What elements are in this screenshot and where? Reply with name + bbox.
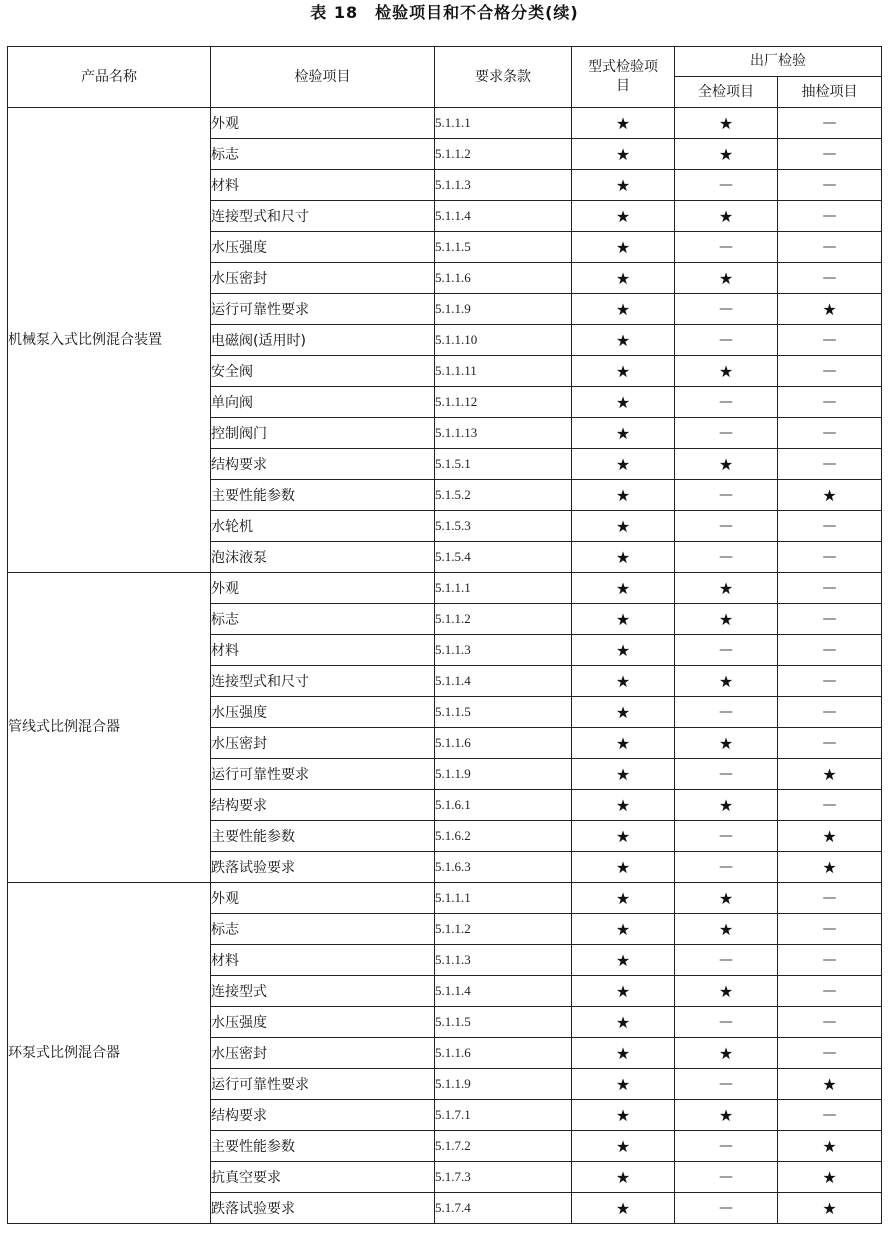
inspection-item-cell: 连接型式和尺寸 bbox=[211, 666, 435, 697]
full-inspection-mark: — bbox=[675, 945, 778, 976]
clause-cell: 5.1.7.2 bbox=[435, 1131, 572, 1162]
sample-inspection-mark: — bbox=[778, 666, 882, 697]
clause-cell: 5.1.5.3 bbox=[435, 511, 572, 542]
clause-cell: 5.1.1.6 bbox=[435, 1038, 572, 1069]
full-inspection-mark: ★ bbox=[675, 1038, 778, 1069]
header-sample: 抽检项目 bbox=[778, 77, 882, 108]
type-test-mark: ★ bbox=[572, 945, 675, 976]
clause-cell: 5.1.1.3 bbox=[435, 170, 572, 201]
sample-inspection-mark: — bbox=[778, 1100, 882, 1131]
sample-inspection-mark: ★ bbox=[778, 759, 882, 790]
clause-cell: 5.1.1.12 bbox=[435, 387, 572, 418]
sample-inspection-mark: — bbox=[778, 108, 882, 139]
inspection-item-cell: 标志 bbox=[211, 139, 435, 170]
sample-inspection-mark: — bbox=[778, 1038, 882, 1069]
inspection-item-cell: 结构要求 bbox=[211, 1100, 435, 1131]
type-test-mark: ★ bbox=[572, 1162, 675, 1193]
clause-cell: 5.1.1.6 bbox=[435, 728, 572, 759]
clause-cell: 5.1.1.9 bbox=[435, 1069, 572, 1100]
clause-cell: 5.1.6.3 bbox=[435, 852, 572, 883]
inspection-item-cell: 运行可靠性要求 bbox=[211, 294, 435, 325]
clause-cell: 5.1.6.2 bbox=[435, 821, 572, 852]
sample-inspection-mark: — bbox=[778, 201, 882, 232]
inspection-item-cell: 跌落试验要求 bbox=[211, 852, 435, 883]
type-test-mark: ★ bbox=[572, 139, 675, 170]
sample-inspection-mark: — bbox=[778, 914, 882, 945]
type-test-mark: ★ bbox=[572, 1007, 675, 1038]
clause-cell: 5.1.1.13 bbox=[435, 418, 572, 449]
sample-inspection-mark: — bbox=[778, 728, 882, 759]
inspection-item-cell: 泡沫液泵 bbox=[211, 542, 435, 573]
full-inspection-mark: ★ bbox=[675, 108, 778, 139]
full-inspection-mark: — bbox=[675, 1069, 778, 1100]
clause-cell: 5.1.5.4 bbox=[435, 542, 572, 573]
inspection-item-cell: 主要性能参数 bbox=[211, 821, 435, 852]
inspection-item-cell: 水压强度 bbox=[211, 697, 435, 728]
type-test-mark: ★ bbox=[572, 666, 675, 697]
type-test-mark: ★ bbox=[572, 883, 675, 914]
full-inspection-mark: — bbox=[675, 387, 778, 418]
type-test-mark: ★ bbox=[572, 1038, 675, 1069]
inspection-item-cell: 连接型式 bbox=[211, 976, 435, 1007]
type-test-mark: ★ bbox=[572, 728, 675, 759]
sample-inspection-mark: ★ bbox=[778, 1131, 882, 1162]
type-test-mark: ★ bbox=[572, 480, 675, 511]
inspection-item-cell: 水压密封 bbox=[211, 728, 435, 759]
inspection-item-cell: 安全阀 bbox=[211, 356, 435, 387]
header-product: 产品名称 bbox=[8, 47, 211, 108]
type-test-mark: ★ bbox=[572, 294, 675, 325]
sample-inspection-mark: — bbox=[778, 170, 882, 201]
sample-inspection-mark: ★ bbox=[778, 480, 882, 511]
full-inspection-mark: ★ bbox=[675, 139, 778, 170]
clause-cell: 5.1.1.2 bbox=[435, 139, 572, 170]
sample-inspection-mark: — bbox=[778, 697, 882, 728]
header-clause: 要求条款 bbox=[435, 47, 572, 108]
table-body bbox=[8, 108, 882, 1224]
clause-cell: 5.1.1.9 bbox=[435, 294, 572, 325]
full-inspection-mark: ★ bbox=[675, 201, 778, 232]
full-inspection-mark: ★ bbox=[675, 263, 778, 294]
type-test-mark: ★ bbox=[572, 263, 675, 294]
full-inspection-mark: ★ bbox=[675, 449, 778, 480]
inspection-item-cell: 结构要求 bbox=[211, 790, 435, 821]
clause-cell: 5.1.1.4 bbox=[435, 201, 572, 232]
full-inspection-mark: — bbox=[675, 325, 778, 356]
sample-inspection-mark: — bbox=[778, 604, 882, 635]
sample-inspection-mark: ★ bbox=[778, 821, 882, 852]
clause-cell: 5.1.1.5 bbox=[435, 232, 572, 263]
table-row bbox=[8, 108, 882, 139]
type-test-mark: ★ bbox=[572, 325, 675, 356]
full-inspection-mark: — bbox=[675, 697, 778, 728]
full-inspection-mark: ★ bbox=[675, 790, 778, 821]
type-test-mark: ★ bbox=[572, 914, 675, 945]
header-factory: 出厂检验 bbox=[675, 47, 882, 77]
sample-inspection-mark: — bbox=[778, 976, 882, 1007]
full-inspection-mark: — bbox=[675, 480, 778, 511]
type-test-mark: ★ bbox=[572, 697, 675, 728]
inspection-item-cell: 水轮机 bbox=[211, 511, 435, 542]
clause-cell: 5.1.5.1 bbox=[435, 449, 572, 480]
sample-inspection-mark: — bbox=[778, 418, 882, 449]
clause-cell: 5.1.1.1 bbox=[435, 108, 572, 139]
inspection-item-cell: 控制阀门 bbox=[211, 418, 435, 449]
type-test-mark: ★ bbox=[572, 852, 675, 883]
full-inspection-mark: ★ bbox=[675, 356, 778, 387]
inspection-item-cell: 外观 bbox=[211, 883, 435, 914]
clause-cell: 5.1.1.9 bbox=[435, 759, 572, 790]
full-inspection-mark: — bbox=[675, 418, 778, 449]
type-test-mark: ★ bbox=[572, 1069, 675, 1100]
type-test-mark: ★ bbox=[572, 201, 675, 232]
inspection-item-cell: 材料 bbox=[211, 945, 435, 976]
inspection-item-cell: 水压强度 bbox=[211, 1007, 435, 1038]
inspection-item-cell: 电磁阀(适用时) bbox=[211, 325, 435, 356]
clause-cell: 5.1.1.1 bbox=[435, 573, 572, 604]
sample-inspection-mark: — bbox=[778, 387, 882, 418]
sample-inspection-mark: ★ bbox=[778, 1193, 882, 1224]
inspection-item-cell: 标志 bbox=[211, 604, 435, 635]
sample-inspection-mark: ★ bbox=[778, 294, 882, 325]
clause-cell: 5.1.1.10 bbox=[435, 325, 572, 356]
sample-inspection-mark: — bbox=[778, 883, 882, 914]
type-test-mark: ★ bbox=[572, 1131, 675, 1162]
clause-cell: 5.1.1.11 bbox=[435, 356, 572, 387]
sample-inspection-mark: ★ bbox=[778, 852, 882, 883]
table-row bbox=[8, 883, 882, 914]
type-test-mark: ★ bbox=[572, 1100, 675, 1131]
inspection-item-cell: 主要性能参数 bbox=[211, 1131, 435, 1162]
full-inspection-mark: — bbox=[675, 232, 778, 263]
inspection-item-cell: 运行可靠性要求 bbox=[211, 759, 435, 790]
sample-inspection-mark: — bbox=[778, 945, 882, 976]
clause-cell: 5.1.1.4 bbox=[435, 976, 572, 1007]
inspection-item-cell: 连接型式和尺寸 bbox=[211, 201, 435, 232]
inspection-item-cell: 材料 bbox=[211, 170, 435, 201]
sample-inspection-mark: — bbox=[778, 511, 882, 542]
clause-cell: 5.1.6.1 bbox=[435, 790, 572, 821]
sample-inspection-mark: ★ bbox=[778, 1162, 882, 1193]
clause-cell: 5.1.1.4 bbox=[435, 666, 572, 697]
table-row bbox=[8, 573, 882, 604]
full-inspection-mark: ★ bbox=[675, 604, 778, 635]
inspection-item-cell: 材料 bbox=[211, 635, 435, 666]
sample-inspection-mark: — bbox=[778, 635, 882, 666]
clause-cell: 5.1.7.3 bbox=[435, 1162, 572, 1193]
full-inspection-mark: ★ bbox=[675, 976, 778, 1007]
inspection-item-cell: 外观 bbox=[211, 108, 435, 139]
inspection-item-cell: 单向阀 bbox=[211, 387, 435, 418]
full-inspection-mark: ★ bbox=[675, 883, 778, 914]
sample-inspection-mark: ★ bbox=[778, 1069, 882, 1100]
type-test-mark: ★ bbox=[572, 635, 675, 666]
full-inspection-mark: — bbox=[675, 511, 778, 542]
header-item: 检验项目 bbox=[211, 47, 435, 108]
clause-cell: 5.1.1.2 bbox=[435, 604, 572, 635]
full-inspection-mark: — bbox=[675, 1162, 778, 1193]
type-test-mark: ★ bbox=[572, 1193, 675, 1224]
clause-cell: 5.1.5.2 bbox=[435, 480, 572, 511]
full-inspection-mark: — bbox=[675, 635, 778, 666]
full-inspection-mark: ★ bbox=[675, 1100, 778, 1131]
type-test-mark: ★ bbox=[572, 511, 675, 542]
full-inspection-mark: — bbox=[675, 1007, 778, 1038]
sample-inspection-mark: — bbox=[778, 263, 882, 294]
full-inspection-mark: — bbox=[675, 852, 778, 883]
type-test-mark: ★ bbox=[572, 108, 675, 139]
full-inspection-mark: — bbox=[675, 1131, 778, 1162]
clause-cell: 5.1.7.4 bbox=[435, 1193, 572, 1224]
inspection-item-cell: 外观 bbox=[211, 573, 435, 604]
type-test-mark: ★ bbox=[572, 387, 675, 418]
type-test-mark: ★ bbox=[572, 170, 675, 201]
full-inspection-mark: ★ bbox=[675, 914, 778, 945]
product-name-cell: 管线式比例混合器 bbox=[8, 573, 211, 883]
type-test-mark: ★ bbox=[572, 542, 675, 573]
type-test-mark: ★ bbox=[572, 759, 675, 790]
inspection-item-cell: 运行可靠性要求 bbox=[211, 1069, 435, 1100]
product-name-cell: 环泵式比例混合器 bbox=[8, 883, 211, 1224]
clause-cell: 5.1.1.6 bbox=[435, 263, 572, 294]
full-inspection-mark: — bbox=[675, 759, 778, 790]
inspection-item-cell: 标志 bbox=[211, 914, 435, 945]
sample-inspection-mark: — bbox=[778, 542, 882, 573]
clause-cell: 5.1.1.5 bbox=[435, 697, 572, 728]
sample-inspection-mark: — bbox=[778, 790, 882, 821]
clause-cell: 5.1.1.5 bbox=[435, 1007, 572, 1038]
type-test-mark: ★ bbox=[572, 232, 675, 263]
sample-inspection-mark: — bbox=[778, 356, 882, 387]
clause-cell: 5.1.1.3 bbox=[435, 945, 572, 976]
sample-inspection-mark: — bbox=[778, 449, 882, 480]
sample-inspection-mark: — bbox=[778, 325, 882, 356]
inspection-item-cell: 水压密封 bbox=[211, 1038, 435, 1069]
product-name-cell: 机械泵入式比例混合装置 bbox=[8, 108, 211, 573]
header-full: 全检项目 bbox=[675, 77, 778, 108]
sample-inspection-mark: — bbox=[778, 1007, 882, 1038]
header-type-test-label: 型式检验项目 bbox=[588, 59, 658, 94]
inspection-item-cell: 水压强度 bbox=[211, 232, 435, 263]
full-inspection-mark: — bbox=[675, 294, 778, 325]
full-inspection-mark: — bbox=[675, 542, 778, 573]
type-test-mark: ★ bbox=[572, 821, 675, 852]
type-test-mark: ★ bbox=[572, 604, 675, 635]
full-inspection-mark: ★ bbox=[675, 728, 778, 759]
clause-cell: 5.1.7.1 bbox=[435, 1100, 572, 1131]
type-test-mark: ★ bbox=[572, 449, 675, 480]
clause-cell: 5.1.1.2 bbox=[435, 914, 572, 945]
inspection-item-cell: 水压密封 bbox=[211, 263, 435, 294]
header-type-test bbox=[572, 47, 675, 108]
inspection-item-cell: 抗真空要求 bbox=[211, 1162, 435, 1193]
inspection-item-cell: 主要性能参数 bbox=[211, 480, 435, 511]
full-inspection-mark: ★ bbox=[675, 666, 778, 697]
type-test-mark: ★ bbox=[572, 573, 675, 604]
full-inspection-mark: — bbox=[675, 170, 778, 201]
type-test-mark: ★ bbox=[572, 976, 675, 1007]
inspection-item-cell: 结构要求 bbox=[211, 449, 435, 480]
full-inspection-mark: ★ bbox=[675, 573, 778, 604]
sample-inspection-mark: — bbox=[778, 232, 882, 263]
full-inspection-mark: — bbox=[675, 1193, 778, 1224]
clause-cell: 5.1.1.1 bbox=[435, 883, 572, 914]
inspection-table bbox=[7, 46, 882, 1224]
sample-inspection-mark: — bbox=[778, 139, 882, 170]
clause-cell: 5.1.1.3 bbox=[435, 635, 572, 666]
type-test-mark: ★ bbox=[572, 418, 675, 449]
inspection-item-cell: 跌落试验要求 bbox=[211, 1193, 435, 1224]
table-title: 表 18 检验项目和不合格分类(续) bbox=[310, 3, 579, 22]
sample-inspection-mark: — bbox=[778, 573, 882, 604]
type-test-mark: ★ bbox=[572, 790, 675, 821]
type-test-mark: ★ bbox=[572, 356, 675, 387]
full-inspection-mark: — bbox=[675, 821, 778, 852]
